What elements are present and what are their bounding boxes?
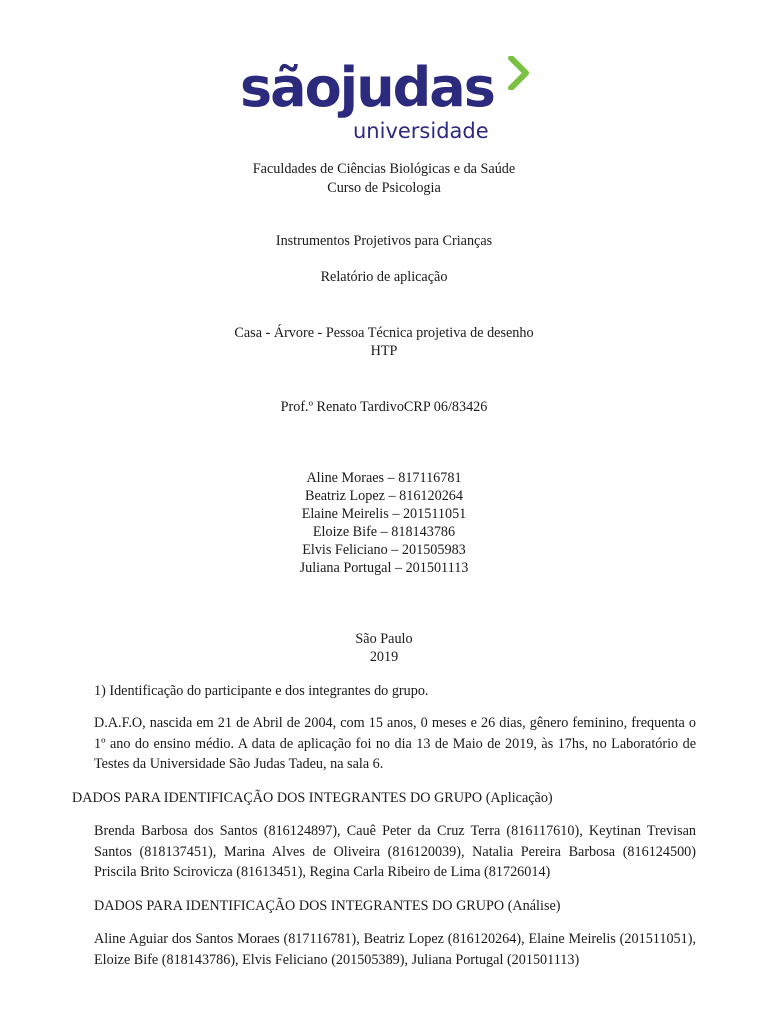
year-line: 2019 [369,649,399,665]
technique-abbr: HTP [370,343,398,359]
course-line: Curso de Psicologia [327,180,441,196]
member-line: Juliana Portugal – 201501113 [299,560,469,576]
discipline-line: Instrumentos Projetivos para Crianças [275,233,493,249]
report-title: Relatório de aplicação [320,269,448,285]
analysis-heading: DADOS PARA IDENTIFICAÇÃO DOS INTEGRANTES DO GRUPO (Análise) [94,898,561,914]
member-line: Elaine Meirelis – 201511051 [301,506,467,522]
member-line: Beatriz Lopez – 816120264 [305,488,463,504]
faculty-line: Faculdades de Ciências Biológicas e da Saúde [252,161,516,177]
professor-line: Prof.º Renato TardivoCRP 06/83426 [280,399,488,415]
university-logo [240,52,540,148]
logo-brand-text: sãojudas [240,56,494,119]
participant-paragraph: D.A.F.O, nascida em 21 de Abril de 2004, com 15 anos, 0 meses e 26 dias, gênero feminino, frequenta o 1º ano do ensino médio. A data de aplicação foi no dia 13 de Maio de 2019, às 17hs, no Laboratório de Testes da Universidade São Judas Tadeu, na sala 6. [94,715,696,772]
member-line: Eloize Bife – 818143786 [312,524,456,540]
member-line: Elvis Feliciano – 201505983 [302,542,466,558]
city-line: São Paulo [355,631,413,647]
technique-line: Casa - Árvore - Pessoa Técnica projetiva de desenho [234,325,534,341]
analysis-members-paragraph: Aline Aguiar dos Santos Moraes (817116781), Beatriz Lopez (816120264), Elaine Meirelis (201511051), Eloize Bife (818143786), Elvis Feliciano (201505389), Juliana Portugal (201501113) [94,931,696,968]
application-members-paragraph: Brenda Barbosa dos Santos (816124897), Cauê Peter da Cruz Terra (816117610), Keytinan Trevisan Santos (818137451), Marina Alves de Oliveira (816120039), Natalia Pereira Barbosa (816124500) Priscila Brito Scirovicza (81613451), Regina Carla Ribeiro de Lima (81726014) [94,823,696,880]
member-line: Aline Moraes – 817116781 [306,470,462,486]
application-heading: DADOS PARA IDENTIFICAÇÃO DOS INTEGRANTES DO GRUPO (Aplicação) [72,790,553,806]
logo-chevron-icon [508,56,530,90]
section-1-heading: 1) Identificação do participante e dos integrantes do grupo. [94,683,429,699]
logo-sub-text: universidade [353,119,489,143]
